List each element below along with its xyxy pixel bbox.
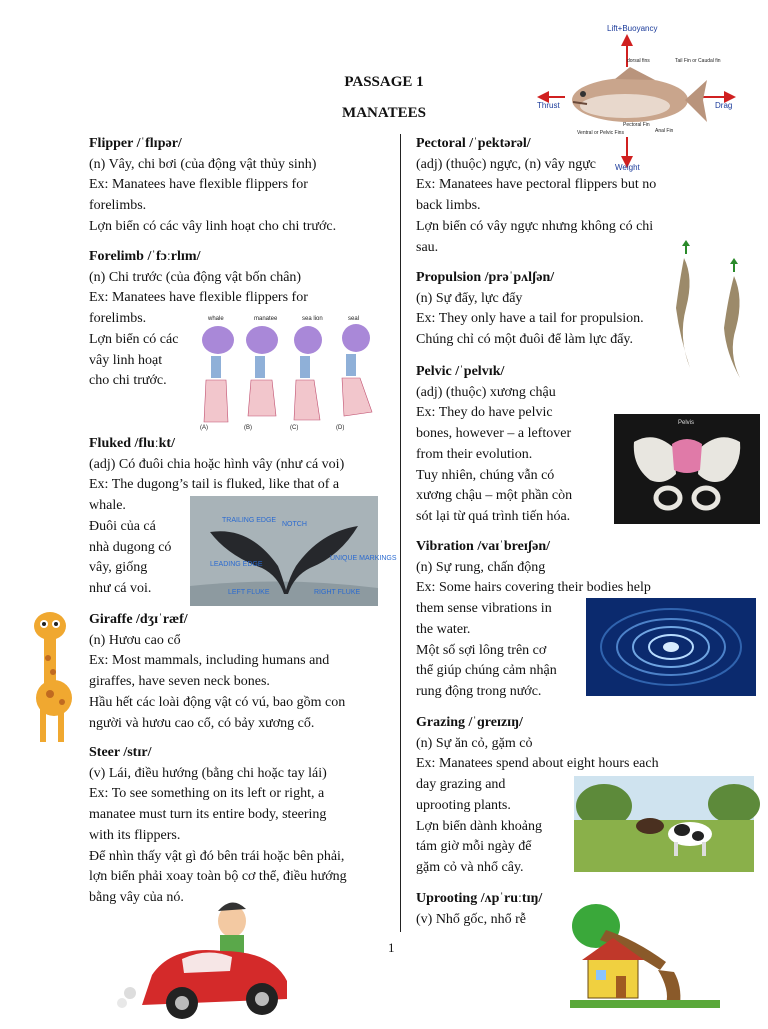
fluke-label-right-fluke: RIGHT FLUKE	[314, 589, 361, 596]
fluke-label-notch: NOTCH	[282, 521, 307, 528]
entry-line: tám giờ mỗi ngày để	[416, 839, 532, 855]
entry-line: sót lại từ quá trình tiến hóa.	[416, 508, 571, 524]
entry-line: with its flippers.	[89, 827, 181, 843]
headword-steer: Steer /stɪr/	[89, 745, 152, 760]
entry-line: (v) Nhổ gốc, nhổ rễ	[416, 911, 527, 927]
grazing-cows-photo	[574, 776, 754, 872]
entry-line: manatee must turn its entire body, steering	[89, 807, 327, 823]
entry-uprooting	[416, 889, 542, 930]
entry-line: Ex: The dugong’s tail is fluked, like that of a	[89, 477, 340, 493]
entry-line: gặm cỏ và nhổ cây.	[416, 859, 524, 875]
uprooted-tree-cartoon	[570, 900, 720, 1012]
entry-line: cho chi trước.	[89, 373, 167, 389]
entry-line: Để nhìn thấy vật gì đó bên trái hoặc bên phải,	[89, 848, 345, 864]
pelvis-photo	[614, 414, 760, 524]
entry-line: (n) Hươu cao cổ	[89, 632, 181, 648]
topic-title: MANATEES	[342, 105, 426, 121]
entry-pelvic	[416, 362, 572, 528]
entry-line: Tuy nhiên, chúng vẫn có	[416, 467, 555, 483]
headword-flipper: Flipper /ˈflɪpər/	[89, 136, 182, 151]
entry-line: sau.	[416, 239, 439, 255]
fish-label-weight: Weight	[615, 163, 640, 172]
fish-label-dorsal: dorsal fins	[627, 58, 650, 64]
entry-line: (n) Sự đẩy, lực đẩy	[416, 290, 523, 306]
entry-line: Ex: Manatees have flexible flippers for	[89, 177, 308, 193]
entry-giraffe	[89, 610, 345, 734]
entry-line: them sense vibrations in	[416, 601, 552, 617]
headword-uprooting: Uprooting /ʌpˈruːtɪŋ/	[416, 891, 543, 906]
entry-line: Ex: Manatees have pectoral flippers but no	[416, 177, 657, 193]
fluke-label-leading-edge: LEADING EDGE	[210, 561, 263, 568]
fish-label-tail: Tail Fin or Caudal fin	[675, 58, 721, 64]
entry-line: Một số sợi lông trên cơ	[416, 642, 547, 658]
entry-line: (n) Chi trước (của động vật bốn chân)	[89, 269, 302, 285]
fluke-label-unique-markings: UNIQUE MARKINGS	[330, 555, 397, 562]
entry-line: the water.	[416, 621, 471, 637]
entry-line: Ex: Manatees spend about eight hours each	[416, 756, 659, 772]
fluke-label-trailing-edge: TRAILING EDGE	[222, 517, 277, 524]
entry-line: (adj) (thuộc) xương chậu	[416, 384, 556, 400]
limb-label-sea-lion: sea lion	[302, 316, 323, 322]
fish-label-drag: Drag	[715, 101, 733, 110]
passage-title: PASSAGE 1	[344, 74, 424, 90]
headword-forelimb: Forelimb /ˈfɔːrlɪm/	[89, 249, 201, 264]
entry-line: Đuôi của cá	[89, 518, 156, 534]
fluke-label-left-fluke: LEFT FLUKE	[228, 589, 270, 596]
swimming-fish-illustration	[664, 238, 758, 380]
entry-line: (n) Sự rung, chấn động	[416, 559, 546, 575]
limb-label-manatee: manatee	[254, 316, 278, 322]
entry-propulsion	[416, 268, 644, 351]
car-driver-cartoon	[112, 895, 292, 1024]
entry-line: người và hươu cao cổ, có bảy xương cổ.	[89, 715, 315, 731]
entry-line: vây, giống	[89, 560, 148, 576]
limb-comparison-diagram	[196, 312, 380, 430]
water-ripple-photo	[586, 598, 756, 696]
entry-line: back limbs.	[416, 198, 481, 214]
giraffe-cartoon	[26, 606, 84, 748]
entry-line: Chúng chỉ có một đuôi để làm lực đẩy.	[416, 332, 634, 348]
entry-flipper	[89, 134, 336, 238]
headword-propulsion: Propulsion /prəˈpʌlʃən/	[416, 270, 555, 285]
fish-label-lift: Lift+Buoyancy	[607, 24, 658, 33]
limb-label-b: (B)	[244, 425, 252, 431]
entry-line: (v) Lái, điều hướng (bằng chi hoặc tay lái)	[89, 765, 327, 781]
whale-fluke-photo	[190, 496, 397, 606]
headword-pelvic: Pelvic /ˈpelvɪk/	[416, 364, 505, 379]
entry-line: giraffes, have seven neck bones.	[89, 674, 270, 690]
entry-line: Hầu hết các loài động vật có vú, bao gồm con	[89, 694, 346, 710]
fish-label-thrust: Thrust	[537, 101, 560, 110]
entry-line: rung động trong nước.	[416, 683, 542, 699]
headword-fluked: Fluked /fluːkt/	[89, 436, 175, 451]
headword-pectoral: Pectoral /ˈpektərəl/	[416, 136, 531, 151]
limb-label-whale: whale	[208, 316, 224, 322]
entry-line: Lợn biển dành khoảng	[416, 818, 542, 834]
entry-line: (adj) Có đuôi chia hoặc hình vây (như cá voi)	[89, 456, 345, 472]
entry-line: Ex: They only have a tail for propulsion.	[416, 311, 644, 327]
entry-line: uprooting plants.	[416, 797, 511, 813]
entry-line: Lợn biển có vây ngực nhưng không có chi	[416, 218, 654, 234]
entry-line: Ex: To see something on its left or right, a	[89, 786, 325, 802]
entry-line: Lợn biển có các vây linh hoạt cho chi trước.	[89, 218, 337, 234]
pelvis-label: Pelvis	[678, 420, 695, 426]
headword-giraffe: Giraffe /dʒɪˈræf/	[89, 612, 188, 627]
entry-line: from their evolution.	[416, 446, 533, 462]
entry-line: (adj) (thuộc) ngực, (n) vây ngực	[416, 156, 596, 172]
entry-line: (n) Sự ăn cỏ, gặm cỏ	[416, 735, 533, 751]
page-number: 1	[388, 940, 395, 955]
entry-line: thể giúp chúng cảm nhận	[416, 663, 557, 679]
entry-line: forelimbs.	[89, 311, 147, 327]
limb-label-c: (C)	[290, 425, 299, 431]
entry-line: nhà dugong có	[89, 539, 172, 555]
entry-line: bằng vây của nó.	[89, 889, 184, 905]
headword-vibration: Vibration /vaɪˈbreɪʃən/	[416, 539, 551, 554]
entry-line: vây linh hoạt	[89, 352, 163, 368]
entry-line: day grazing and	[416, 777, 506, 793]
limb-label-a: (A)	[200, 425, 208, 431]
entry-line: forelimbs.	[89, 198, 147, 214]
entry-line: Ex: Most mammals, including humans and	[89, 653, 330, 669]
entry-line: Lợn biển có các	[89, 331, 179, 347]
fish-label-pectoral: Pectoral Fin	[623, 122, 650, 128]
headword-grazing: Grazing /ˈɡreɪzɪŋ/	[416, 715, 523, 730]
entry-line: bones, however – a leftover	[416, 426, 572, 442]
entry-line: xương chậu – một phần còn	[416, 488, 573, 504]
entry-pectoral	[416, 134, 656, 258]
entry-line: Ex: Manatees have flexible flippers for	[89, 290, 308, 306]
limb-label-d: (D)	[336, 425, 345, 431]
entry-line: Ex: Some hairs covering their bodies help	[416, 580, 651, 596]
fish-label-anal: Anal Fin	[655, 128, 674, 134]
entry-line: như cá voi.	[89, 580, 152, 596]
entry-line: (n) Vây, chi bơi (của động vật thủy sinh)	[89, 156, 317, 172]
entry-line: whale.	[89, 498, 126, 514]
fish-label-ventral: Ventral or Pelvic Fins	[577, 130, 624, 136]
entry-line: lợn biển phải xoay toàn bộ cơ thể, điều hướng	[89, 869, 347, 885]
entry-steer	[89, 743, 347, 909]
column-divider	[400, 134, 401, 932]
limb-label-seal: seal	[348, 316, 360, 322]
entry-line: Ex: They do have pelvic	[416, 405, 553, 421]
